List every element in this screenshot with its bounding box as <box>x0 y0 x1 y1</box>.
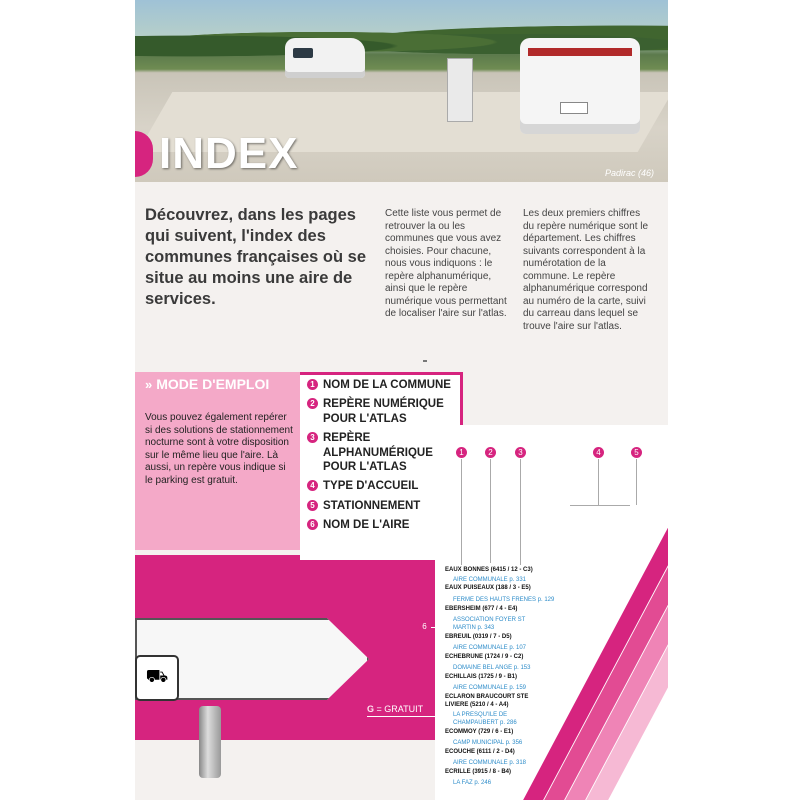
gratuit-legend <box>367 704 423 714</box>
callout-badge: 3 <box>515 447 526 458</box>
magazine-page <box>135 0 668 800</box>
legend-label: TYPE D'ACCUEIL <box>323 480 419 493</box>
double-chevron-icon: » <box>145 376 153 392</box>
commune-entry: EBERSHEIM (677 / 4 - E4) <box>445 606 518 612</box>
commune-entry: EAUX PUISEAUX (188 / 3 - E5) <box>445 585 531 591</box>
commune-entry: ECHILLAIS (1725 / 9 - B1) <box>445 674 518 680</box>
intro-column-1: Cette liste vous permet de retrouver la ou les communes que vous avez choisies. Pour chacune, nous vous indiquons : le repère alphanumérique, ainsi que le repère numérique vous permettant de localiser l'aire sur l'atlas. <box>385 208 507 319</box>
bracket-line <box>570 505 630 506</box>
gratuit-underline <box>367 716 443 717</box>
commune-entry: EBREUIL (0319 / 7 - D5) <box>445 634 512 640</box>
commune-entry: ECHEBRUNE (1724 / 9 - C2) <box>445 654 524 660</box>
callout-badge: 4 <box>593 447 604 458</box>
leader-line <box>598 459 599 505</box>
page-title: INDEX <box>159 129 299 178</box>
legend-item <box>307 378 467 392</box>
legend-label: NOM DE LA COMMUNE <box>323 379 451 391</box>
commune-entry: ECOMMOY (729 / 6 - E1) <box>445 729 514 735</box>
callout-badge: 2 <box>485 447 496 458</box>
mode-body: Vous pouvez également repérer si des solutions de stationnement nocturne sont à votre disposition sur le même lieu que l'aire. Là aussi, un repère vous indique si le parking est gratuit. <box>145 412 293 486</box>
leader-line <box>461 459 462 565</box>
index-heading <box>135 128 298 180</box>
leader-line <box>520 459 521 565</box>
camper-van-right <box>520 38 640 134</box>
leader-line <box>636 459 637 505</box>
aire-entry: CHAMPAUBERT p. 286 <box>453 720 517 726</box>
camper-van-left <box>285 38 365 78</box>
index-example-diagram <box>435 425 668 800</box>
aire-entry: DOMAINE BEL ANGE p. 153 <box>453 665 531 671</box>
heading-tab-icon <box>135 131 153 177</box>
legend-item <box>307 397 467 426</box>
number-badge: 6 <box>307 519 318 530</box>
callout-line <box>431 627 445 628</box>
aire-entry: MARTIN p. 343 <box>453 625 495 631</box>
aire-entry: ASSOCIATION FOYER ST <box>453 617 526 623</box>
callout-badge: 6 <box>419 621 430 632</box>
aire-entry: LA PRESQU'ILE DE <box>453 712 508 718</box>
number-badge: 5 <box>307 500 318 511</box>
legend-label: REPÈRE ALPHANUMÉRIQUE POUR L'ATLAS <box>323 432 433 473</box>
photo-caption: Padirac (46) <box>604 168 654 178</box>
number-badge: 4 <box>307 480 318 491</box>
mode-heading <box>145 376 269 392</box>
commune-entry: ECRILLE (3915 / 8 - B4) <box>445 769 512 775</box>
legend-label: NOM DE L'AIRE <box>323 519 410 531</box>
gratuit-text: = GRATUIT <box>374 704 424 714</box>
service-terminal <box>447 58 473 122</box>
leader-line <box>490 459 491 563</box>
number-badge: 1 <box>307 379 318 390</box>
intro-column-2: Les deux premiers chiffres du repère numérique sont le département. Les chiffres suivants correspondent à la numérotation de la commune. Le repère alphanumérique correspond au numéro de la carte, suivi du carreau dans lequel se trouve l'aire sur l'atlas. <box>523 208 649 332</box>
aire-entry: FERME DES HAUTS FRENES p. 129 <box>453 597 555 603</box>
aire-entry: LA FAZ p. 246 <box>453 780 492 786</box>
legend-label: STATIONNEMENT <box>323 499 421 512</box>
aire-entry: AIRE COMMUNALE p. 107 <box>453 645 527 651</box>
sign-pole <box>199 706 221 778</box>
commune-entry: ECLARON BRAUCOURT STE <box>445 694 529 700</box>
mode-title: MODE D'EMPLOI <box>156 376 270 392</box>
gratuit-key: G <box>367 704 375 714</box>
aire-entry: AIRE COMMUNALE p. 331 <box>453 577 527 583</box>
aire-entry: CAMP MUNICIPAL p. 356 <box>453 740 523 746</box>
hero-photo <box>135 0 668 182</box>
camping-car-icon: ⛟ <box>135 655 179 701</box>
aire-entry: AIRE COMMUNALE p. 159 <box>453 685 527 691</box>
separator <box>423 360 427 362</box>
number-badge: 3 <box>307 432 318 443</box>
commune-entry: LIVIERE (5210 / 4 - A4) <box>445 702 509 708</box>
commune-entry: ECOUCHE (6111 / 2 - D4) <box>445 749 515 755</box>
intro-lead: Découvrez, dans les pages qui suivent, l'index des communes françaises où se situe au moins une aire de services. <box>145 206 367 309</box>
legend-label: REPÈRE NUMÉRIQUE POUR L'ATLAS <box>323 398 444 425</box>
number-badge: 2 <box>307 398 318 409</box>
callout-badge: 5 <box>631 447 642 458</box>
commune-entry: EAUX BONNES (6415 / 12 - C3) <box>445 567 533 573</box>
aire-entry: AIRE COMMUNALE p. 318 <box>453 760 527 766</box>
callout-badge: 1 <box>456 447 467 458</box>
